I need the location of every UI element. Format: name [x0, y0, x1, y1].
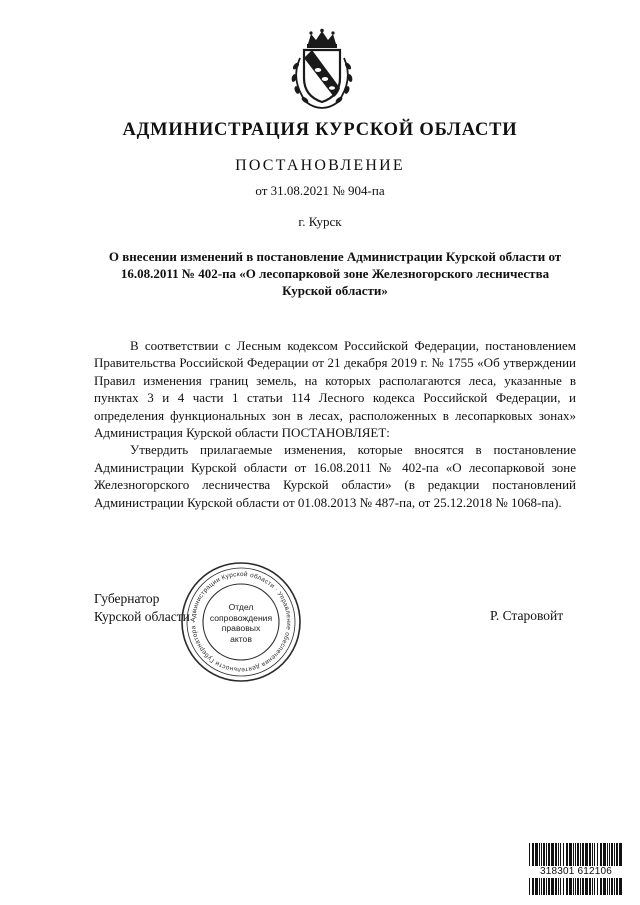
stamp-ring-text: Администрации Курской области · Управление обеспечения деятельности Губернатора ·	[189, 570, 293, 674]
document-city: г. Курск	[298, 214, 342, 229]
stamp-line-4: актов	[230, 633, 252, 644]
signatory-position	[94, 590, 190, 626]
signatory-name: Р. Старовойт	[490, 608, 564, 623]
barcode-number: 318301 612106	[528, 866, 624, 878]
signatory-position-line-1: Губернатор	[94, 591, 160, 606]
stamp-line-2: сопровождения	[209, 612, 273, 623]
document-date-number: от 31.08.2021 № 904-па	[255, 183, 385, 198]
body-paragraph-preamble: В соответствии с Лесным кодексом Российской Федерации, постановлением Правительства Российской Федерации от 21 декабря 2019 г. № 1755 «Об утверждении Правил изменения границ земель, на которых располагаются леса, указанные в пунктах 3 и 4 части 1 статьи 114 Лесного кодекса Российской Федерации, и определения функциональных зон в лесах, расположенных в лесопарковых зонах» Администрация Курской области ПОСТАНОВЛЯЕТ:	[94, 338, 576, 441]
issuing-authority: АДМИНИСТРАЦИЯ КУРСКОЙ ОБЛАСТИ	[122, 120, 518, 140]
document-subject: О внесении изменений в постановление Администрации Курской области от 16.08.2011 № 402-па «О лесопарковой зоне Железногорского лесничества Курской области»	[108, 249, 562, 298]
stamp-center-text	[203, 602, 279, 644]
signatory-position-line-2: Курской области	[94, 609, 190, 624]
body-paragraph-resolution: Утвердить прилагаемые изменения, которые вносятся в постановление Администрации Курской области от 16.08.2011 № 402-па «О лесопарковой зоне Железногорского лесничества Курской области» (в редакции постановлений Администрации Курской области от 01.08.2013 № 487-па, от 25.12.2018 № 1068-па).	[94, 442, 576, 510]
stamp-line-3: правовых	[221, 623, 261, 634]
document-type: ПОСТАНОВЛЕНИЕ	[235, 157, 405, 174]
document-body	[94, 337, 576, 511]
stamp-line-1: Отдел	[228, 602, 254, 612]
coat-of-arms-icon	[286, 28, 358, 112]
